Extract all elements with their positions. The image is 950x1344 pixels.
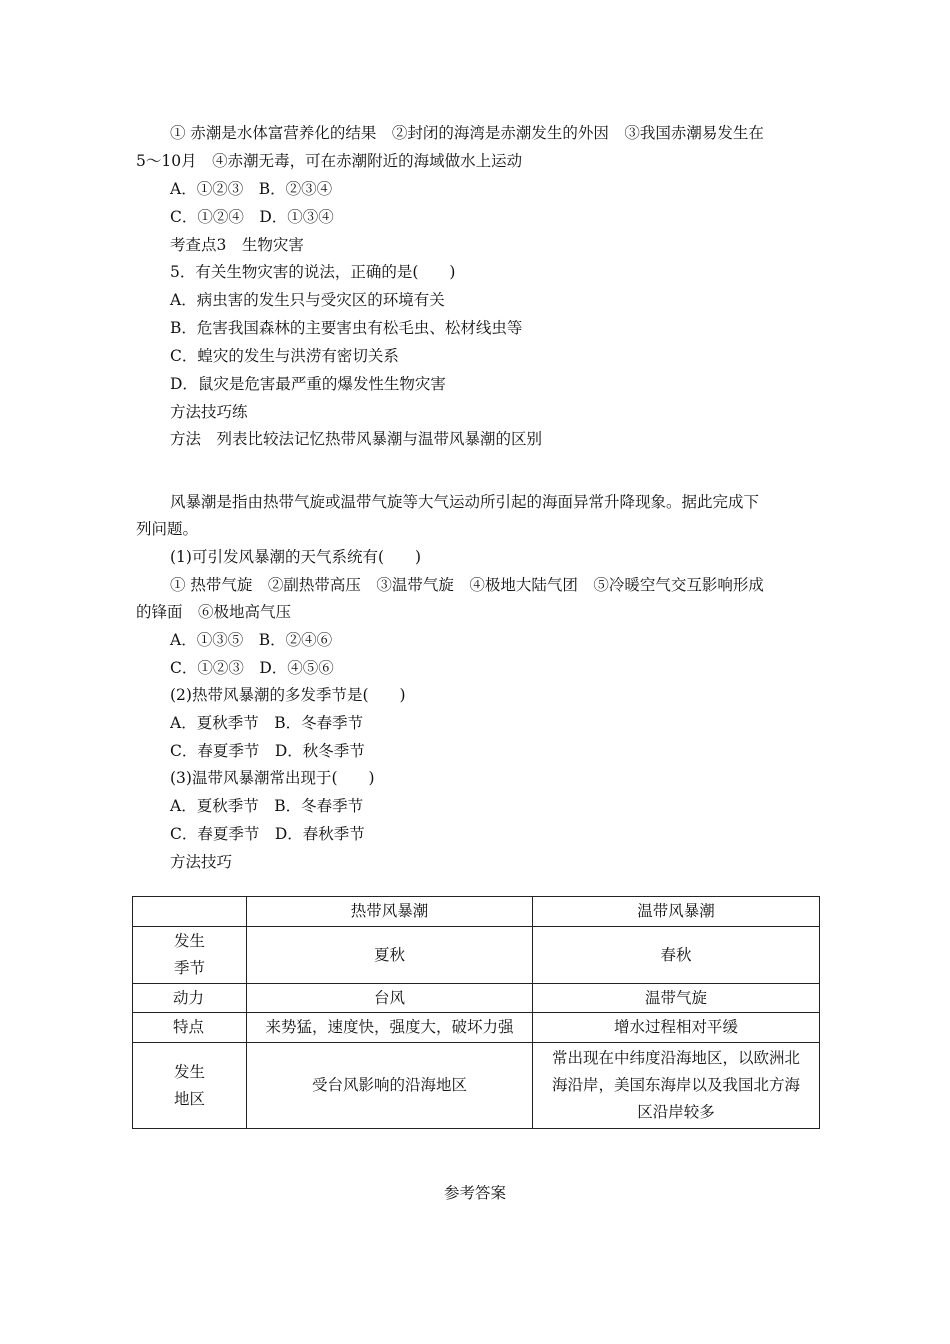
row-label-season-line-1: 发生 — [173, 932, 205, 950]
q5-option-b: B．危害我国森林的主要害虫有松毛虫、松材线虫等 — [170, 319, 523, 337]
red-tide-options-line-2: 5～10月 ④赤潮无毒，可在赤潮附近的海域做水上运动 — [136, 152, 523, 170]
choice-line-ab: A．①②③ B．②③④ — [170, 180, 333, 198]
row-label-season-line-2: 季节 — [173, 959, 205, 977]
weather-systems-line-2: 的锋面 ⑥极地高气压 — [136, 603, 292, 621]
temperate-season: 春秋 — [533, 927, 820, 984]
storm-surge-intro-line-2: 列问题。 — [136, 520, 199, 538]
temperate-driver: 温带气旋 — [533, 984, 820, 1013]
section-heading-bio-disaster: 考查点3 生物灾害 — [170, 236, 304, 254]
question-5: 5．有关生物灾害的说法，正确的是( ) — [170, 263, 456, 281]
tropical-region: 受台风影响的沿海地区 — [247, 1043, 533, 1129]
sq3-option-ab: A．夏秋季节 B．冬春季节 — [170, 797, 364, 815]
storm-surge-intro-line-1: 风暴潮是指由热带气旋或温带气旋等大气运动所引起的海面异常升降现象。据此完成下 — [170, 493, 760, 511]
sub-question-3: (3)温带风暴潮常出现于( ) — [170, 769, 375, 787]
sq3-option-cd: C．春夏季节 D．春秋季节 — [170, 825, 365, 843]
tropical-features: 来势猛，速度快，强度大，破坏力强 — [247, 1013, 533, 1043]
table-row-features — [133, 1013, 820, 1043]
table-header-empty — [133, 897, 247, 927]
method-practice-heading: 方法技巧练 — [170, 403, 248, 421]
row-label-region-line-2: 地区 — [173, 1089, 205, 1108]
choice-line-cd: C．①②④ D．①③④ — [170, 208, 334, 226]
q5-option-a: A．病虫害的发生只与受灾区的环境有关 — [170, 291, 445, 309]
red-tide-options-line-1: ① 赤潮是水体富营养化的结果 ②封闭的海湾是赤潮发生的外因 ③我国赤潮易发生在 — [170, 124, 764, 142]
q5-option-c: C．蝗灾的发生与洪涝有密切关系 — [170, 347, 399, 365]
table-header-temperate: 温带风暴潮 — [533, 897, 820, 927]
sub-question-1: (1)可引发风暴潮的天气系统有( ) — [170, 548, 422, 566]
table-header-row — [133, 897, 820, 927]
temperate-region — [533, 1043, 820, 1129]
weather-systems-line-1: ① 热带气旋 ②副热带高压 ③温带气旋 ④极地大陆气团 ⑤冷暖空气交互影响形成 — [170, 576, 764, 594]
row-label-region-line-1: 发生 — [173, 1062, 205, 1081]
temperate-region-line-3: 区沿岸较多 — [637, 1103, 715, 1121]
row-label-season — [133, 927, 247, 984]
answer-heading: 参考答案 — [443, 1184, 506, 1202]
tropical-driver: 台风 — [247, 984, 533, 1013]
table-row-driver — [133, 984, 820, 1013]
temperate-region-line-2: 海沿岸，美国东海岸以及我国北方海 — [551, 1076, 800, 1094]
storm-surge-comparison-table — [132, 896, 820, 1129]
sq1-option-ab: A．①③⑤ B．②④⑥ — [170, 631, 333, 649]
temperate-features: 增水过程相对平缓 — [533, 1013, 820, 1043]
row-label-driver: 动力 — [133, 984, 247, 1013]
table-row-region — [133, 1043, 820, 1129]
sub-question-2: (2)热带风暴潮的多发季节是( ) — [170, 686, 406, 704]
table-header-tropical: 热带风暴潮 — [247, 897, 533, 927]
method-description: 方法 列表比较法记忆热带风暴潮与温带风暴潮的区别 — [170, 430, 543, 448]
sq2-option-ab: A．夏秋季节 B．冬春季节 — [170, 714, 364, 732]
q5-option-d: D．鼠灾是危害最严重的爆发性生物灾害 — [170, 375, 446, 393]
method-tips-heading: 方法技巧 — [170, 853, 233, 871]
table-row-season — [133, 927, 820, 984]
temperate-region-line-1: 常出现在中纬度沿海地区，以欧洲北 — [551, 1049, 800, 1067]
sq1-option-cd: C．①②③ D．④⑤⑥ — [170, 659, 334, 677]
row-label-region — [133, 1043, 247, 1129]
tropical-season: 夏秋 — [247, 927, 533, 984]
row-label-features: 特点 — [133, 1013, 247, 1043]
sq2-option-cd: C．春夏季节 D．秋冬季节 — [170, 742, 365, 760]
